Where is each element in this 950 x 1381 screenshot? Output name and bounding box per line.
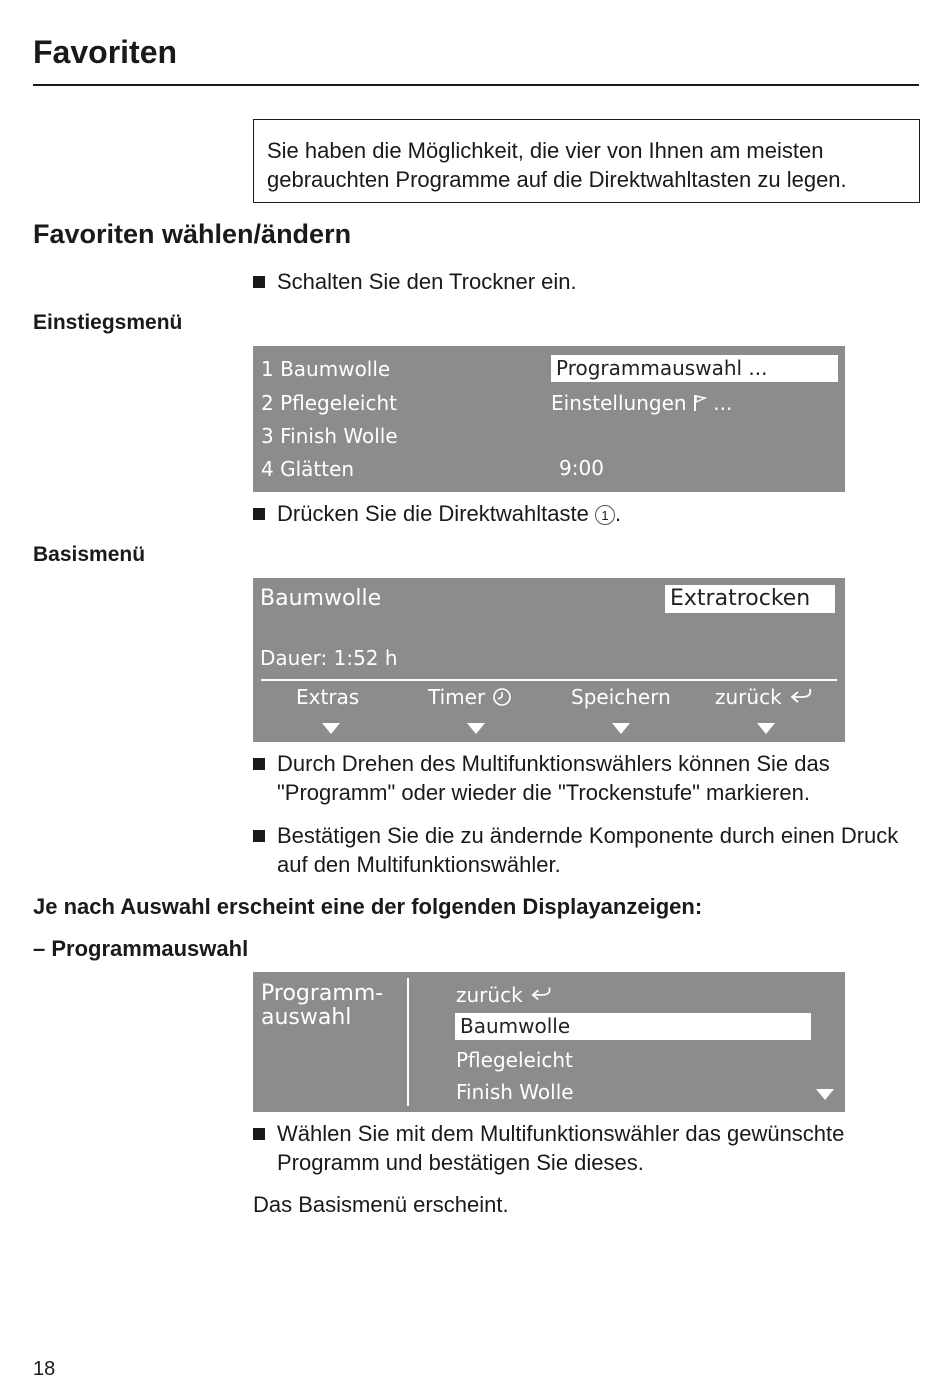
choice-note: Je nach Auswahl erscheint eine der folgenden Displayanzeigen: [33,894,703,919]
step-text: Schalten Sie den Trockner ein. [277,269,577,294]
display-programmauswahl [253,972,845,1112]
display-vertical-divider [407,978,409,1106]
display-einstiegsmenu [253,346,845,492]
display-divider [261,679,837,681]
label-basismenu: Basismenü [33,543,146,566]
intro-box: Sie haben die Möglichkeit, die vier von Ihnen am meisten gebrauchten Programme auf die Direktwahltasten zu legen. [253,119,920,203]
back-arrow-icon [529,984,553,1004]
softkey-speichern: Speichern [571,685,671,709]
display-item-2: 2 Pflegeleicht [261,391,397,415]
flag-icon [693,394,707,412]
display-back [456,983,553,1007]
step-text: Bestätigen Sie die zu ändernde Komponente durch einen Druck auf den Multifunktionswähler. [277,823,899,877]
step-text-end: . [614,501,622,526]
label-programmauswahl: – Programmauswahl [33,936,249,961]
softkey-timer-arrow-icon [467,723,485,734]
display-item-4: 4 Glätten [261,457,355,481]
step-press-key [253,499,913,528]
step-turn-dial [253,749,913,807]
display-back-label: zurück [456,983,523,1007]
display-selected-programmauswahl: Programmauswahl ... [551,355,838,382]
softkey-timer-label: Timer [428,685,486,709]
scroll-down-arrow-icon [816,1089,834,1100]
softkey-zurueck [715,685,814,709]
display-selected-baumwolle: Baumwolle [455,1013,811,1040]
display-settings-label: Einstellungen [551,391,687,415]
result-text: Das Basismenü erscheint. [253,1192,509,1217]
display-selected-extratrocken: Extratrocken [665,585,835,613]
display-settings-ellipsis: ... [706,391,733,415]
softkey-extras: Extras [296,685,360,709]
label-einstiegsmenu: Einstiegsmenü [33,311,183,334]
display-basismenu [253,578,845,742]
bullet-icon [253,758,265,770]
step-switch-on [253,267,913,296]
display-item-pflegeleicht: Pflegeleicht [456,1048,573,1072]
display-duration: Dauer: 1:52 h [260,646,398,670]
display-time: 9:00 [559,456,604,480]
display-item-finish-wolle: Finish Wolle [456,1080,574,1104]
softkey-zurueck-label: zurück [715,685,782,709]
bullet-icon [253,276,265,288]
step-confirm [253,821,913,879]
step-select-program [253,1119,913,1177]
bullet-icon [253,508,265,520]
display-settings [551,391,732,415]
display-title-line1: Programm- [261,981,384,1006]
step-text: Durch Drehen des Multifunktionswählers können Sie das "Programm" oder wieder die "Trockenstufe" markieren. [277,751,830,805]
softkey-speichern-arrow-icon [612,723,630,734]
clock-icon [492,687,512,707]
bullet-icon [253,1128,265,1140]
display-title-line2: auswahl [261,1005,352,1030]
step-text: Wählen Sie mit dem Multifunktionswähler das gewünschte Programm und bestätigen Sie dieses. [277,1121,845,1175]
softkey-zurueck-arrow-icon [757,723,775,734]
display-item-1: 1 Baumwolle [261,357,391,381]
display-item-3: 3 Finish Wolle [261,424,398,448]
step-text: Drücken Sie die Direktwahltaste [277,501,589,526]
bullet-icon [253,830,265,842]
direct-key-1-icon: 1 [595,505,615,525]
display-program: Baumwolle [260,586,382,611]
softkey-timer [428,685,512,709]
softkey-extras-arrow-icon [322,723,340,734]
section-title: Favoriten wählen/ändern [33,219,352,249]
page-title: Favoriten [33,34,178,70]
page-number: 18 [33,1358,56,1380]
back-arrow-icon [788,686,814,706]
title-rule [33,84,919,86]
